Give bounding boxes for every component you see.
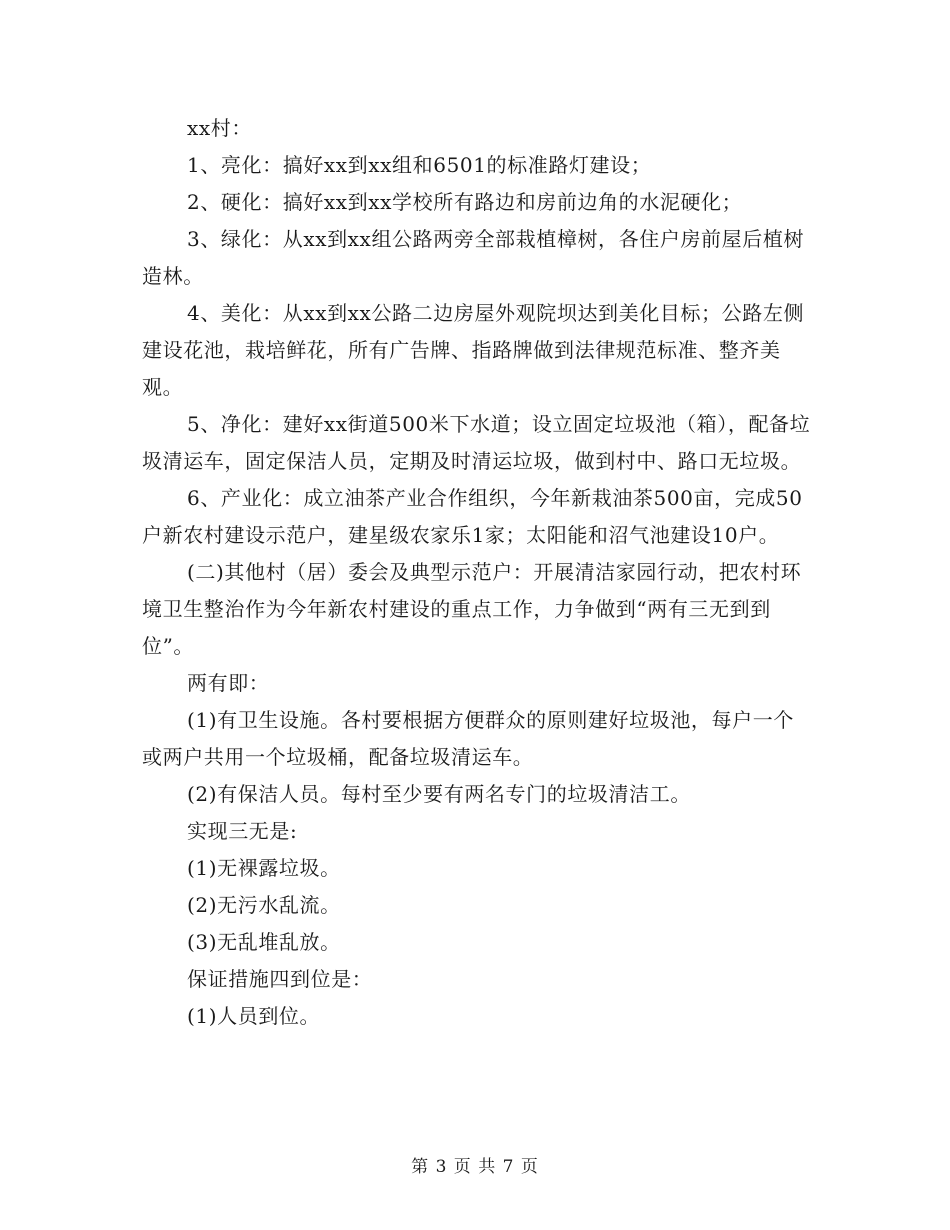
paragraph: 6、产业化：成立油茶产业合作组织，今年新栽油茶500亩，完成50户新农村建设示范户，建星级农家乐1家；太阳能和沼气池建设10户。 <box>142 486 803 547</box>
paragraph: (2)无污水乱流。 <box>187 893 341 917</box>
paragraph: 1、亮化：搞好xx到xx组和6501的标准路灯建设； <box>187 153 652 177</box>
paragraph: (2)有保洁人员。每村至少要有两名专门的垃圾清洁工。 <box>187 782 691 806</box>
paragraph: (二)其他村（居）委会及典型示范户：开展清洁家园行动，把农村环境卫生整治作为今年新农村建设的重点工作，力争做到“两有三无到到位”。 <box>142 560 802 658</box>
paragraph: 5、净化：建好xx街道500米下水道；设立固定垃圾池（箱），配备垃圾清运车，固定保洁人员，定期及时清运垃圾，做到村中、路口无垃圾。 <box>142 412 811 473</box>
paragraph: (3)无乱堆乱放。 <box>187 930 341 954</box>
page-footer: 第 3 页 共 7 页 <box>411 1157 539 1177</box>
paragraph: 3、绿化：从xx到xx组公路两旁全部栽植樟树，各住户房前屋后植树造林。 <box>142 227 805 288</box>
paragraph: (1)人员到位。 <box>187 1004 321 1028</box>
document-body <box>142 110 812 1035</box>
paragraph: 实现三无是: <box>187 819 298 843</box>
paragraph: (1)无裸露垃圾。 <box>187 856 341 880</box>
paragraph: 2、硬化：搞好xx到xx学校所有路边和房前边角的水泥硬化； <box>187 190 743 214</box>
paragraph: xx村： <box>187 116 252 140</box>
paragraph: 两有即： <box>187 671 270 695</box>
paragraph: 4、美化：从xx到xx公路二边房屋外观院坝达到美化目标；公路左侧建设花池，栽培鲜花，所有广告牌、指路牌做到法律规范标准、整齐美观。 <box>142 301 805 399</box>
paragraph: 保证措施四到位是： <box>187 967 373 991</box>
paragraph: (1)有卫生设施。各村要根据方便群众的原则建好垃圾池，每户一个或两户共用一个垃圾桶，配备垃圾清运车。 <box>142 708 794 769</box>
